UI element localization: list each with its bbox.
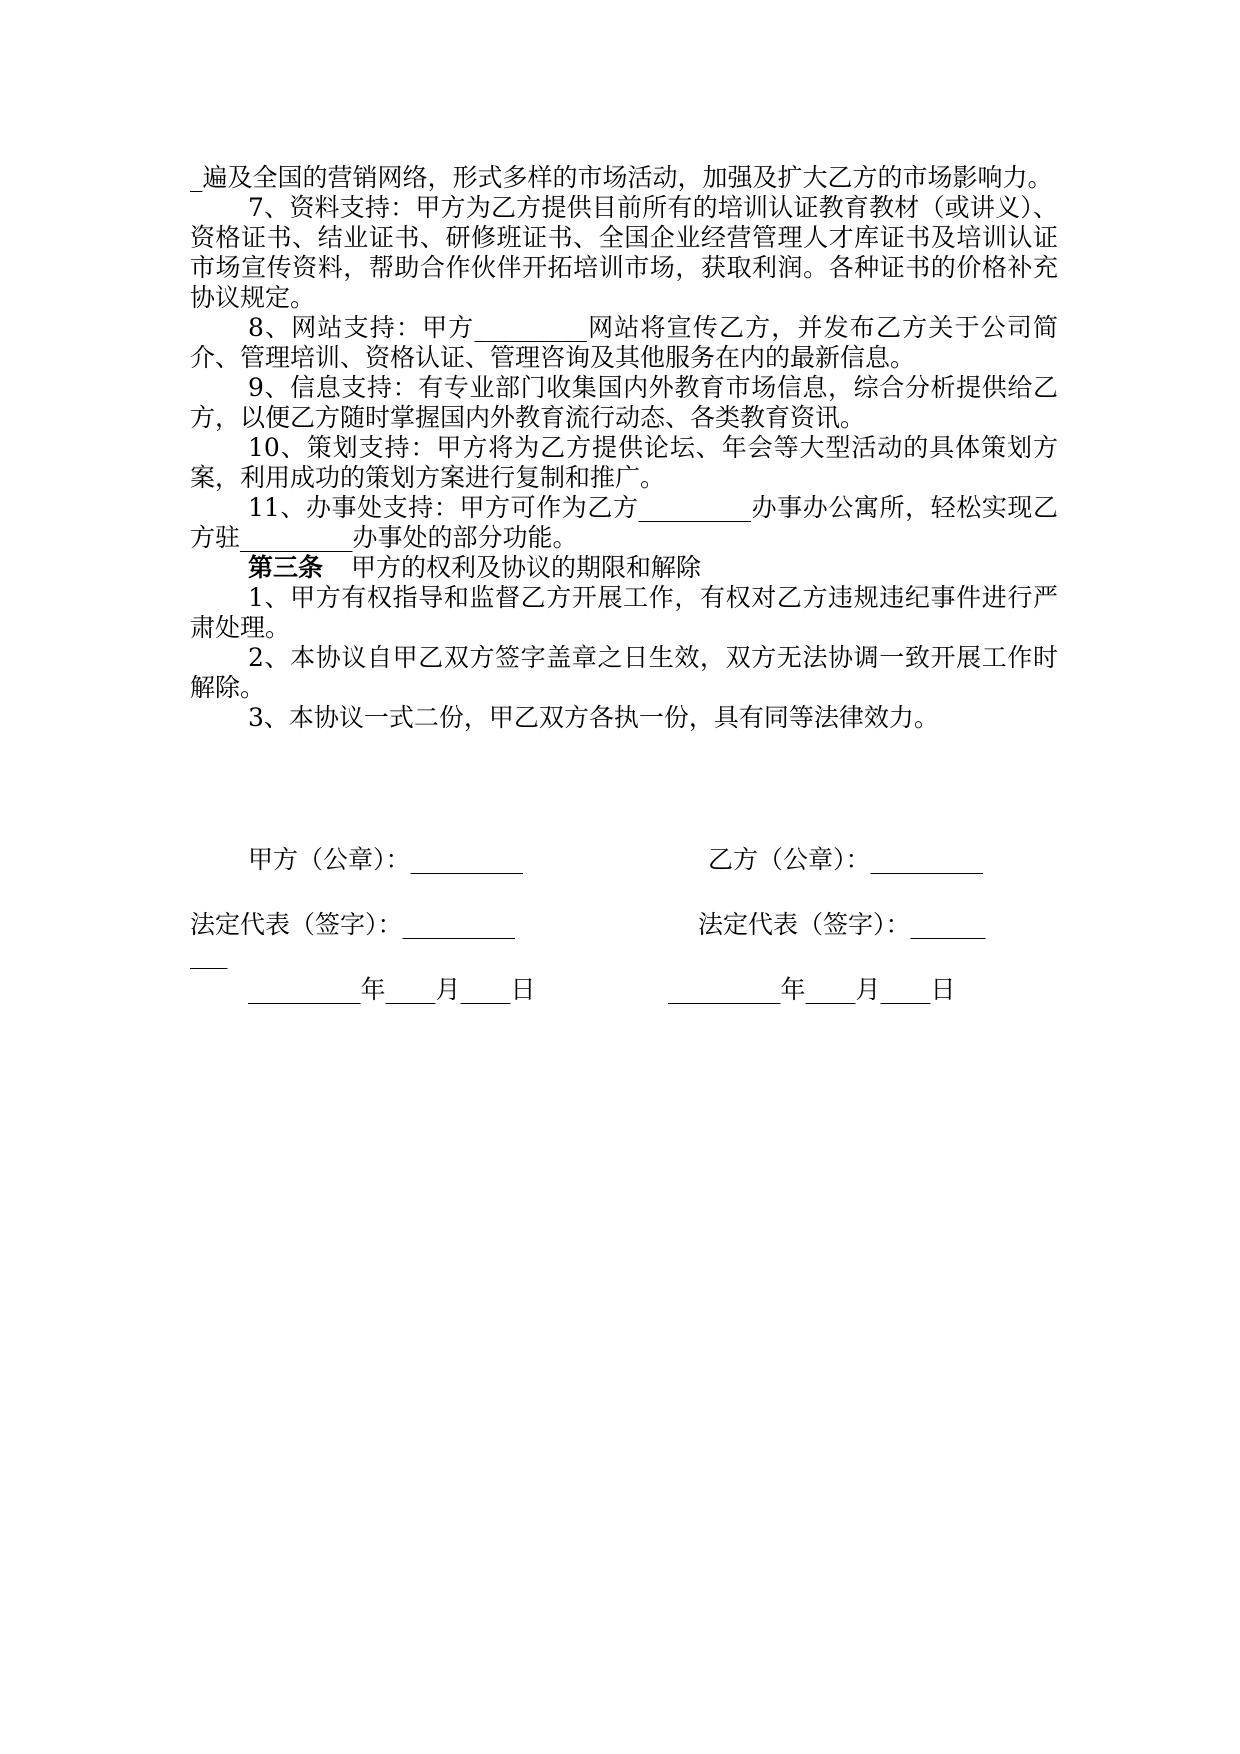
article-3-item-2: 2、本协议自甲乙双方签字盖章之日生效，双方无法协调一致开展工作时解除。 [190,643,1058,702]
paragraph-planning-support: 10、策划支持：甲方将为乙方提供论坛、年会等大型活动的具体策划方案，利用成功的策划方案进行复制和推广。 [190,433,1058,492]
paragraph-information-support: 9、信息支持：有专业部门收集国内外教育市场信息，综合分析提供给乙方，以便乙方随时掌握国内外教育流行动态、各类教育资讯。 [190,373,1058,432]
party-b-rep-wrap: ___ [190,940,228,969]
article-3-heading [190,553,1058,583]
party-a-seal-line: 甲方（公章）：_________ [248,845,524,874]
paragraph-marketing-network: _遍及全国的营销网络，形式多样的市场活动，加强及扩大乙方的市场影响力。 [190,163,1053,192]
party-a-date-line: _________年____月____日 [248,975,536,1004]
article-3-item-3: 3、本协议一式二份，甲乙双方各执一份，具有同等法律效力。 [248,703,939,732]
article-3-label: 第三条 [248,553,324,582]
party-b-date-line: _________年____月____日 [668,975,956,1004]
party-b-rep-line: 法定代表（签字）：______ [698,910,986,939]
contract-body [190,163,1058,733]
party-b-seal-line: 乙方（公章）：_________ [708,845,984,874]
paragraph-office-support: 11、办事处支持：甲方可作为乙方_________办事办公寓所，轻松实现乙方驻_________办事处的部分功能。 [190,493,1058,552]
paragraph-website-support: 8、网站支持：甲方_________网站将宣传乙方，并发布乙方关于公司简介、管理培训、资格认证、管理咨询及其他服务在内的最新信息。 [190,313,1058,372]
article-3-title: 甲方的权利及协议的期限和解除 [351,553,702,582]
party-a-rep-line: 法定代表（签字）：_________ [190,910,516,939]
article-3-item-1: 1、甲方有权指导和监督乙方开展工作，有权对乙方违规违纪事件进行严肃处理。 [190,583,1058,642]
paragraph-materials-support: 7、资料支持：甲方为乙方提供目前所有的培训认证教育教材（或讲义）、资格证书、结业证书、研修班证书、全国企业经营管理人才库证书及培训认证市场宣传资料，帮助合作伙伴开拓培训市场，获取利润。各种证书的价格补充协议规定。 [190,193,1058,312]
